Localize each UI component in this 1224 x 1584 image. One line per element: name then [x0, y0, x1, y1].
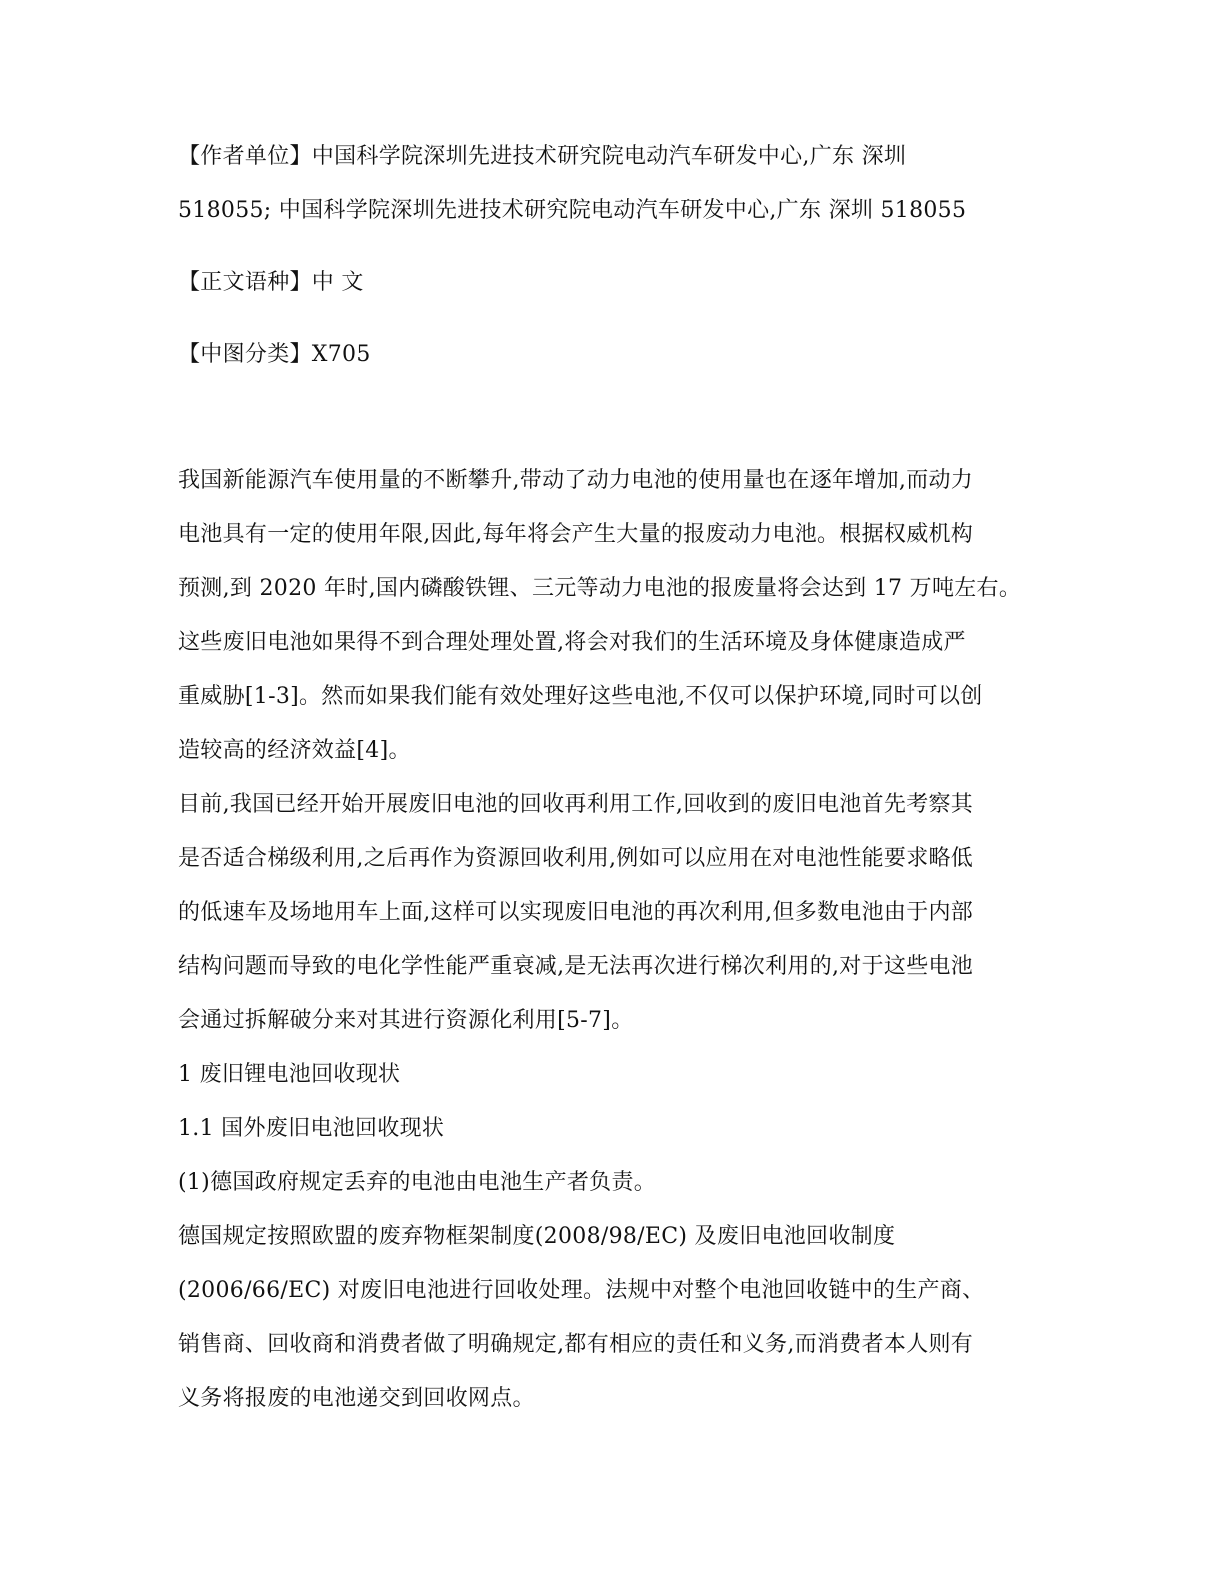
- language-line: 【正文语种】中 文: [178, 270, 364, 295]
- paragraph-3-line-1: 德国规定按照欧盟的废弃物框架制度(2008/98/EC) 及废旧电池回收制度: [178, 1224, 896, 1249]
- paragraph-1-line-2: 电池具有一定的使用年限,因此,每年将会产生大量的报废动力电池。根据权威机构: [178, 522, 974, 547]
- affiliation-line-2: 518055; 中国科学院深圳先进技术研究院电动汽车研发中心,广东 深圳 518055: [178, 198, 967, 223]
- paragraph-3-line-2: (2006/66/EC) 对废旧电池进行回收处理。法规中对整个电池回收链中的生产商、: [178, 1278, 985, 1303]
- section-heading-1: 1 废旧锂电池回收现状: [178, 1062, 401, 1087]
- list-item-1: (1)德国政府规定丢弃的电池由电池生产者负责。: [178, 1170, 657, 1195]
- paragraph-1-line-3: 预测,到 2020 年时,国内磷酸铁锂、三元等动力电池的报废量将会达到 17 万吨左右。: [178, 576, 1022, 601]
- paragraph-1-line-5: 重威胁[1-3]。然而如果我们能有效处理好这些电池,不仅可以保护环境,同时可以创: [178, 684, 983, 709]
- paragraph-2-line-5: 会通过拆解破分来对其进行资源化利用[5-7]。: [178, 1008, 634, 1033]
- paragraph-2-line-2: 是否适合梯级利用,之后再作为资源回收利用,例如可以应用在对电池性能要求略低: [178, 846, 974, 871]
- paragraph-2-line-1: 目前,我国已经开始开展废旧电池的回收再利用工作,回收到的废旧电池首先考察其: [178, 792, 974, 817]
- paragraph-1-line-4: 这些废旧电池如果得不到合理处理处置,将会对我们的生活环境及身体健康造成严: [178, 630, 966, 655]
- paragraph-1-line-6: 造较高的经济效益[4]。: [178, 738, 411, 763]
- classification-line: 【中图分类】X705: [178, 342, 371, 367]
- paragraph-2-line-3: 的低速车及场地用车上面,这样可以实现废旧电池的再次利用,但多数电池由于内部: [178, 900, 974, 925]
- affiliation-line-1: 【作者单位】中国科学院深圳先进技术研究院电动汽车研发中心,广东 深圳: [178, 144, 907, 169]
- paragraph-1-line-1: 我国新能源汽车使用量的不断攀升,带动了动力电池的使用量也在逐年增加,而动力: [178, 468, 974, 493]
- section-heading-1-1: 1.1 国外废旧电池回收现状: [178, 1116, 445, 1141]
- paragraph-3-line-3: 销售商、回收商和消费者做了明确规定,都有相应的责任和义务,而消费者本人则有: [178, 1332, 974, 1357]
- paragraph-2-line-4: 结构问题而导致的电化学性能严重衰减,是无法再次进行梯次利用的,对于这些电池: [178, 954, 974, 979]
- paragraph-3-line-4: 义务将报废的电池递交到回收网点。: [178, 1386, 535, 1411]
